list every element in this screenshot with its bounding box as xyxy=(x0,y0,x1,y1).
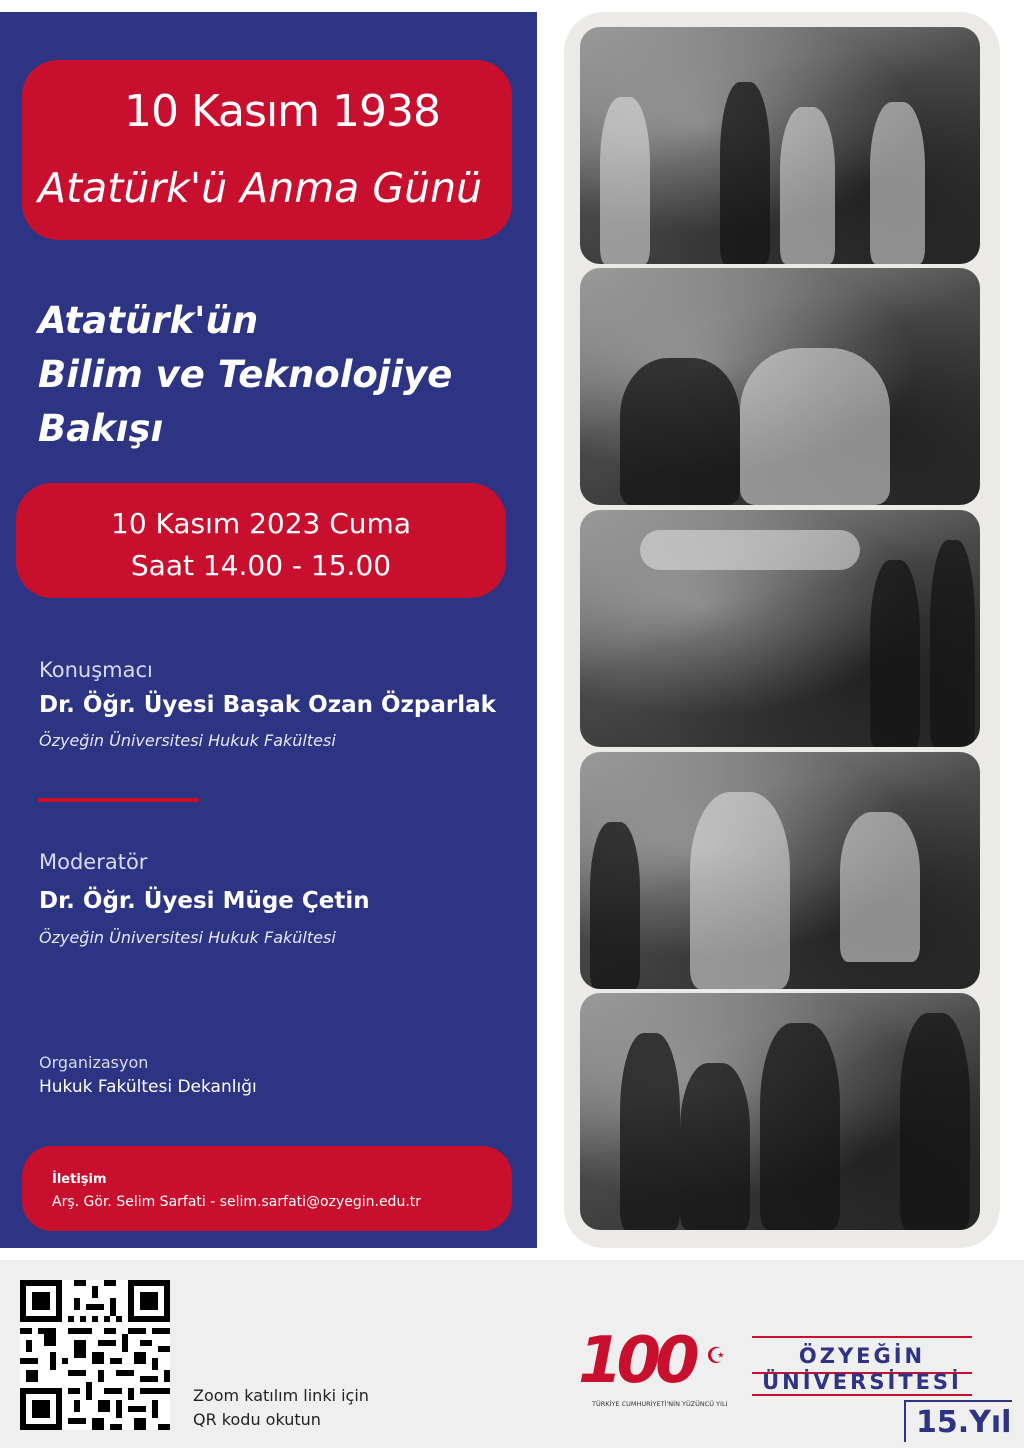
organization-label: Organizasyon xyxy=(39,1053,149,1072)
qr-instruction-line-2: QR kodu okutun xyxy=(193,1410,321,1429)
moderator-affiliation: Özyeğin Üniversitesi Hukuk Fakültesi xyxy=(39,928,336,947)
title-date: 10 Kasım 1938 xyxy=(124,86,440,137)
historic-photo-5 xyxy=(580,993,980,1230)
historic-photo-3 xyxy=(580,510,980,747)
centennial-caption: TÜRKİYE CUMHURİYETİ'NİN YÜZÜNCÜ YILI xyxy=(592,1400,728,1408)
topic-line-3: Bakışı xyxy=(38,407,164,450)
event-date: 10 Kasım 2023 Cuma xyxy=(111,507,411,540)
anniversary-badge: 15.Yıl xyxy=(904,1400,1012,1442)
title-commemoration: Atatürk'ü Anma Günü xyxy=(38,164,483,212)
moderator-role: Moderatör xyxy=(39,850,148,874)
date-banner xyxy=(16,483,506,598)
university-name-line-1: ÖZYEĞİN xyxy=(798,1344,926,1368)
title-banner xyxy=(22,60,512,240)
contact-value[interactable]: Arş. Gör. Selim Sarfati - selim.sarfati@ozyegin.edu.tr xyxy=(52,1194,422,1210)
contact-label: İletişim xyxy=(52,1172,107,1187)
qr-instruction-line-1: Zoom katılım linki için xyxy=(193,1386,369,1405)
organization-value: Hukuk Fakültesi Dekanlığı xyxy=(39,1077,257,1097)
centennial-logo xyxy=(578,1326,738,1416)
event-time: Saat 14.00 - 15.00 xyxy=(130,549,392,582)
historic-photo-1 xyxy=(580,27,980,264)
speaker-affiliation: Özyeğin Üniversitesi Hukuk Fakültesi xyxy=(39,731,336,750)
centennial-number: 100 xyxy=(578,1324,694,1398)
section-divider xyxy=(38,798,199,802)
topic-line-1: Atatürk'ün xyxy=(38,299,259,342)
university-name-line-2: ÜNİVERSİTESİ xyxy=(762,1370,962,1394)
historic-photo-2 xyxy=(580,268,980,505)
speaker-name: Dr. Öğr. Üyesi Başak Ozan Özparlak xyxy=(39,692,496,718)
moderator-name: Dr. Öğr. Üyesi Müge Çetin xyxy=(39,888,370,914)
crescent-star-icon: ☪ xyxy=(706,1344,726,1369)
speaker-role: Konuşmacı xyxy=(39,658,153,682)
contact-banner xyxy=(22,1146,512,1231)
qr-code-icon[interactable] xyxy=(20,1280,170,1430)
topic-line-2: Bilim ve Teknolojiye xyxy=(38,353,453,396)
historic-photo-4 xyxy=(580,752,980,989)
